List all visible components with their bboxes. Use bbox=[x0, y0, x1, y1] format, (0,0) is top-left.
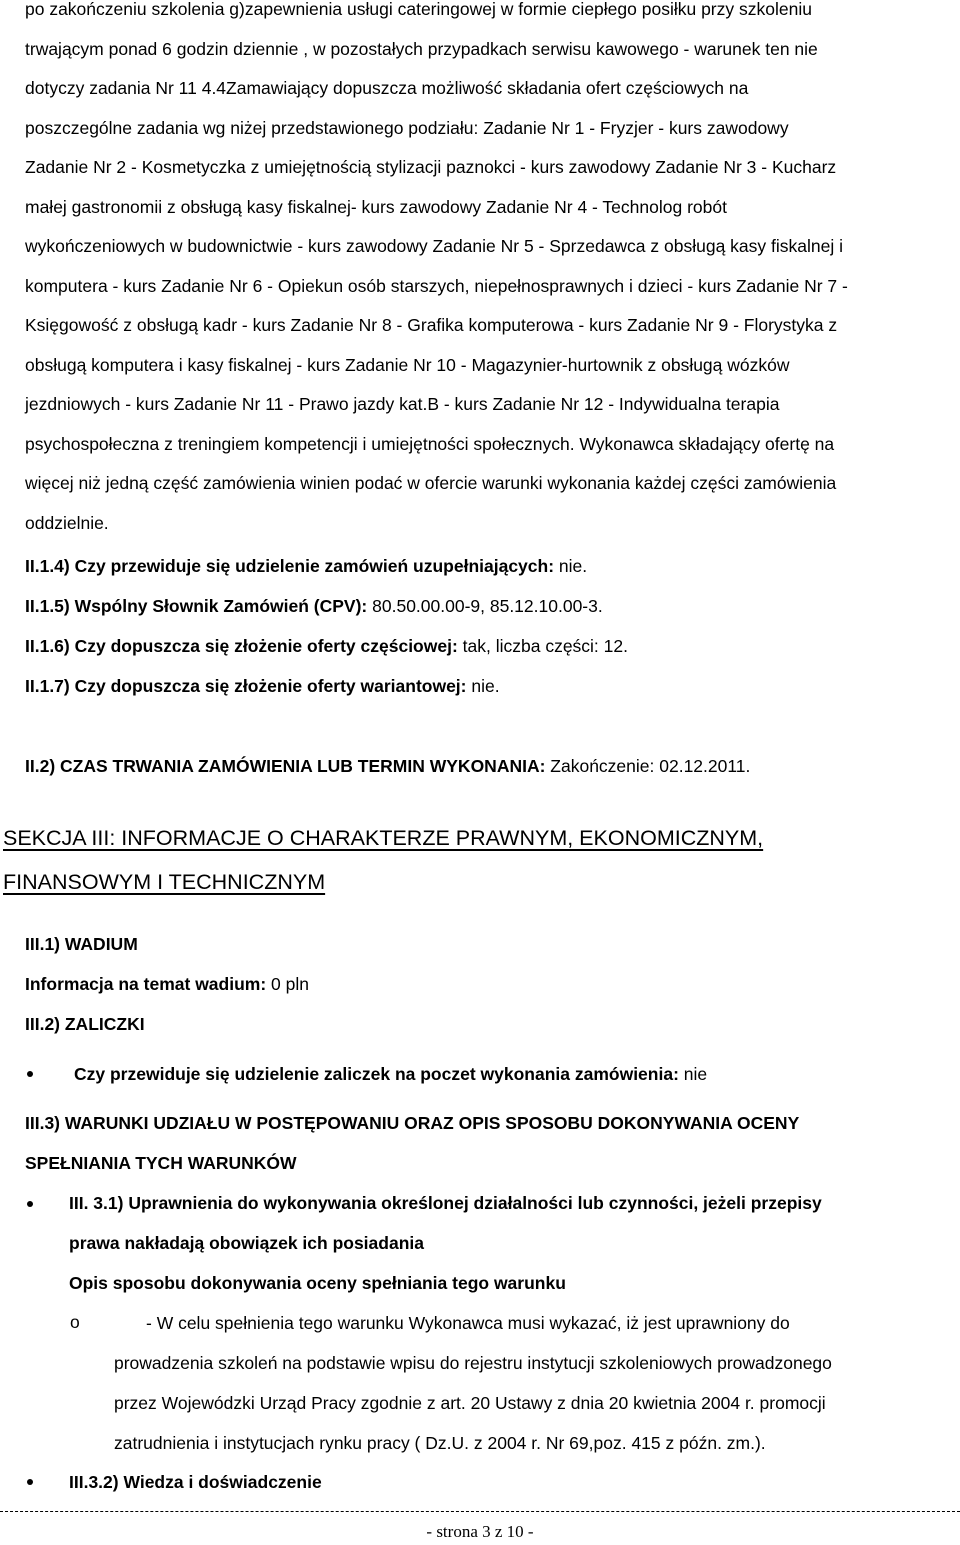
intro-line: więcej niż jedną część zamówienia winien podać w ofercie warunki wykonania każdej części zamówienia bbox=[25, 473, 837, 493]
warunki-heading-line-2 bbox=[25, 1152, 297, 1174]
uprawnienia-text: prawa nakładają obowiązek ich posiadania bbox=[69, 1233, 424, 1253]
opis-text: zatrudnienia i instytucjach rynku pracy ( Dz.U. z 2004 r. Nr 69,poz. 415 z późn. zm.). bbox=[114, 1433, 766, 1453]
intro-line: poszczególne zadania wg niżej przedstawionego podziału: Zadanie Nr 1 - Fryzjer - kurs zawodowy bbox=[25, 117, 789, 138]
uprawnienia-line-2 bbox=[69, 1232, 424, 1254]
bullet-icon bbox=[27, 1201, 33, 1207]
bullet-icon bbox=[27, 1479, 33, 1485]
footer-divider bbox=[0, 1511, 960, 1512]
item-label: II.1.4) Czy przewiduje się udzielenie zamówień uzupełniających: bbox=[25, 556, 555, 576]
item-label: II.2) CZAS TRWANIA ZAMÓWIENIA LUB TERMIN WYKONANIA: bbox=[25, 756, 546, 776]
intro-line: dotyczy zadania Nr 11 4.4Zamawiający dopuszcza możliwość składania ofert częściowych na bbox=[25, 78, 749, 98]
warunki-heading-text: III.3) WARUNKI UDZIAŁU W POSTĘPOWANIU ORAZ OPIS SPOSOBU DOKONYWANIA OCENY bbox=[25, 1113, 800, 1133]
intro-line: trwającym ponad 6 godzin dziennie , w pozostałych przypadkach serwisu kawowego - warunek ten nie bbox=[25, 38, 818, 59]
zaliczki-heading-text: III.2) ZALICZKI bbox=[25, 1014, 145, 1034]
opis-line-1 bbox=[146, 1312, 790, 1334]
item-value: nie. bbox=[554, 556, 588, 576]
wadium-label: Informacja na temat wadium: bbox=[25, 974, 267, 994]
intro-paragraph bbox=[25, 0, 960, 543]
intro-line: obsługą komputera i kasy fiskalnej - kurs Zadanie Nr 10 - Magazynier-hurtownik z obsługą wózków bbox=[25, 354, 790, 375]
zaliczki-value: nie bbox=[678, 1064, 708, 1084]
item-ii-2 bbox=[25, 755, 750, 777]
circle-bullet-icon: o bbox=[70, 1312, 80, 1332]
warunki-heading-text: SPEŁNIANIA TYCH WARUNKÓW bbox=[25, 1153, 297, 1173]
opis-line-3 bbox=[114, 1392, 826, 1414]
wadium-value: 0 pln bbox=[266, 974, 309, 994]
section-title-line: SEKCJA III: INFORMACJE O CHARAKTERZE PRAWNYM, EKONOMICZNYM, bbox=[3, 826, 764, 850]
intro-line: małej gastronomii z obsługą kasy fiskalnej- kurs zawodowy Zadanie Nr 4 - Technolog robót bbox=[25, 196, 727, 217]
opis-text: - W celu spełnienia tego warunku Wykonawca musi wykazać, iż jest uprawniony do bbox=[146, 1313, 790, 1333]
item-label: II.1.6) Czy dopuszcza się złożenie oferty częściowej: bbox=[25, 636, 458, 656]
item-value: tak, liczba części: 12. bbox=[457, 636, 628, 656]
wadium-heading-text: III.1) WADIUM bbox=[25, 934, 138, 954]
wadium-info bbox=[25, 973, 309, 995]
opis-text: prowadzenia szkoleń na podstawie wpisu do rejestru instytucji szkoleniowych prowadzonego bbox=[114, 1353, 832, 1373]
item-label: II.1.5) Wspólny Słownik Zamówień (CPV): bbox=[25, 596, 368, 616]
intro-line: komputera - kurs Zadanie Nr 6 - Opiekun osób starszych, niepełnosprawnych i dzieci - kurs Zadanie Nr 7 - bbox=[25, 275, 848, 296]
item-value: 80.50.00.00-9, 85.12.10.00-3. bbox=[367, 596, 603, 616]
uprawnienia-line-1 bbox=[69, 1192, 822, 1214]
item-ii-1-4 bbox=[25, 555, 587, 577]
wiedza-heading-text: III.3.2) Wiedza i doświadczenie bbox=[69, 1472, 322, 1492]
uprawnienia-text: III. 3.1) Uprawnienia do wykonywania określonej działalności lub czynności, jeżeli przepisy bbox=[69, 1193, 822, 1213]
opis-line-4 bbox=[114, 1432, 766, 1454]
item-label: II.1.7) Czy dopuszcza się złożenie oferty wariantowej: bbox=[25, 676, 467, 696]
intro-line: wykończeniowych w budownictwie - kurs zawodowy Zadanie Nr 5 - Sprzedawca z obsługą kasy fiskalnej i bbox=[25, 236, 843, 256]
wadium-heading bbox=[25, 933, 138, 955]
item-ii-1-6 bbox=[25, 635, 628, 657]
intro-line: po zakończeniu szkolenia g)zapewnienia usługi cateringowej w formie ciepłego posiłku przy szkoleniu bbox=[25, 0, 812, 19]
item-value: Zakończenie: 02.12.2011. bbox=[545, 756, 751, 776]
intro-line: Zadanie Nr 2 - Kosmetyczka z umiejętnością stylizacji paznokci - kurs zawodowy Zadanie Nr 3 - Kucharz bbox=[25, 157, 837, 177]
page-number: - strona 3 z 10 - bbox=[426, 1522, 534, 1541]
item-ii-1-5 bbox=[25, 595, 603, 617]
opis-heading-text: Opis sposobu dokonywania oceny spełniania tego warunku bbox=[69, 1273, 566, 1293]
opis-line-2 bbox=[114, 1352, 832, 1374]
section-title-line: FINANSOWYM I TECHNICZNYM bbox=[3, 870, 326, 894]
zaliczki-label: Czy przewiduje się udzielenie zaliczek na poczet wykonania zamówienia: bbox=[74, 1064, 679, 1084]
warunki-heading-line-1 bbox=[25, 1112, 799, 1134]
bullet-icon bbox=[27, 1071, 33, 1077]
opis-heading bbox=[69, 1272, 566, 1294]
item-ii-1-7 bbox=[25, 675, 500, 697]
intro-line: Księgowość z obsługą kadr - kurs Zadanie Nr 8 - Grafika komputerowa - kurs Zadanie Nr 9 - Florystyka z bbox=[25, 315, 838, 335]
intro-line: oddzielnie. bbox=[25, 512, 109, 533]
wiedza-heading bbox=[69, 1471, 322, 1493]
item-value: nie. bbox=[466, 676, 500, 696]
intro-line: psychospołeczna z treningiem kompetencji i umiejętności społecznych. Wykonawca składający ofertę na bbox=[25, 433, 835, 454]
intro-line: jezdniowych - kurs Zadanie Nr 11 - Prawo jazdy kat.B - kurs Zadanie Nr 12 - Indywidualna terapia bbox=[25, 394, 780, 414]
zaliczki-heading bbox=[25, 1013, 145, 1035]
opis-text: przez Wojewódzki Urząd Pracy zgodnie z art. 20 Ustawy z dnia 20 kwietnia 2004 r. promocji bbox=[114, 1393, 826, 1413]
section-iii-title bbox=[3, 816, 763, 904]
zaliczki-question bbox=[74, 1063, 707, 1085]
